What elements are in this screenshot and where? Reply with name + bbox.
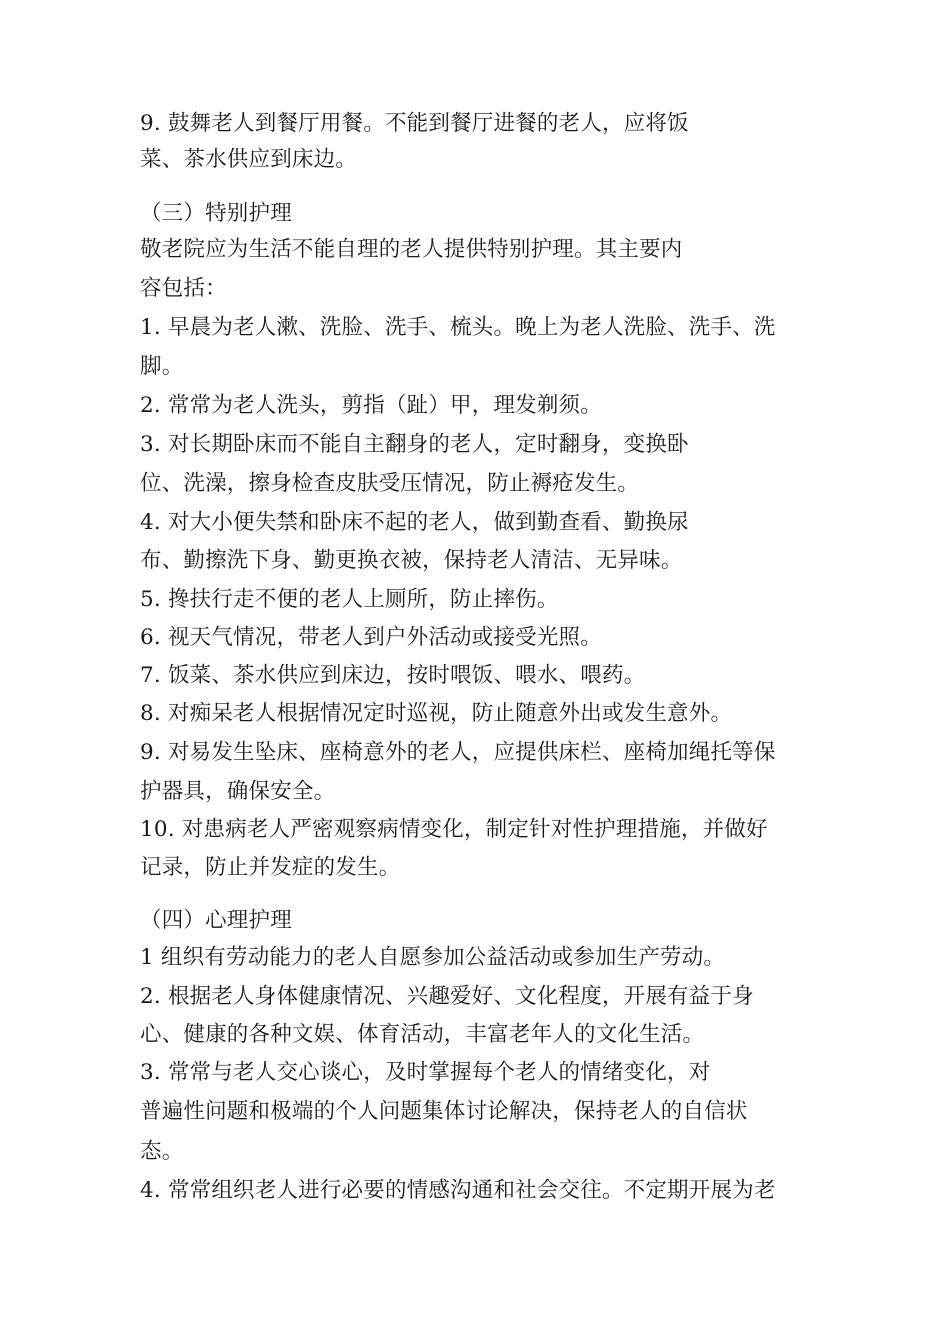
text-line: 4. 常常组织老人进行必要的情感沟通和社会交往。不定期开展为老 xyxy=(140,1178,776,1203)
section-heading: （四）心理护理 xyxy=(140,908,292,933)
text-line: 9. 对易发生坠床、座椅意外的老人，应提供床栏、座椅加绳托等保 xyxy=(140,740,776,765)
text-line: 位、洗澡，擦身检查皮肤受压情况，防止褥疮发生。 xyxy=(140,471,640,496)
text-line: 1 组织有劳动能力的老人自愿参加公益活动或参加生产劳动。 xyxy=(140,945,726,970)
text-line: 2. 常常为老人洗头，剪指（趾）甲，理发剃须。 xyxy=(140,393,602,418)
text-line: 记录，防止并发症的发生。 xyxy=(140,855,401,880)
text-line: 9. 鼓舞老人到餐厅用餐。不能到餐厅进餐的老人，应将饭 xyxy=(140,111,689,136)
text-line: 2. 根据老人身体健康情况、兴趣爱好、文化程度，开展有益于身 xyxy=(140,984,754,1009)
section-heading: （三）特别护理 xyxy=(140,201,292,226)
text-line: 态。 xyxy=(140,1139,184,1164)
text-line: 1. 早晨为老人漱、洗脸、洗手、梳头。晚上为老人洗脸、洗手、洗 xyxy=(140,315,776,340)
text-line: 10. 对患病老人严密观察病情变化，制定针对性护理措施，并做好 xyxy=(140,817,768,842)
text-line: 菜、茶水供应到床边。 xyxy=(140,147,358,172)
text-line: 心、健康的各种文娱、体育活动，丰富老年人的文化生活。 xyxy=(140,1022,705,1047)
text-line: 脚。 xyxy=(140,354,184,379)
text-line: 7. 饭菜、茶水供应到床边，按时喂饭、喂水、喂药。 xyxy=(140,663,646,688)
text-line: 容包括： xyxy=(140,276,227,301)
text-line: 3. 对长期卧床而不能自主翻身的老人，定时翻身，变换卧 xyxy=(140,432,689,457)
text-line: 8. 对痴呆老人根据情况定时巡视，防止随意外出或发生意外。 xyxy=(140,701,733,726)
text-line: 护器具，确保安全。 xyxy=(140,779,336,804)
text-line: 敬老院应为生活不能自理的老人提供特别护理。其主要内 xyxy=(140,237,683,262)
text-line: 5. 搀扶行走不便的老人上厕所，防止摔伤。 xyxy=(140,587,559,612)
text-line: 普遍性问题和极端的个人问题集体讨论解决，保持老人的自信状 xyxy=(140,1099,748,1124)
text-line: 4. 对大小便失禁和卧床不起的老人，做到勤查看、勤换尿 xyxy=(140,510,689,535)
text-line: 布、勤擦洗下身、勤更换衣被，保持老人清洁、无异味。 xyxy=(140,548,683,573)
text-line: 3. 常常与老人交心谈心，及时掌握每个老人的情绪变化，对 xyxy=(140,1060,711,1085)
text-line: 6. 视天气情况，带老人到户外活动或接受光照。 xyxy=(140,625,602,650)
